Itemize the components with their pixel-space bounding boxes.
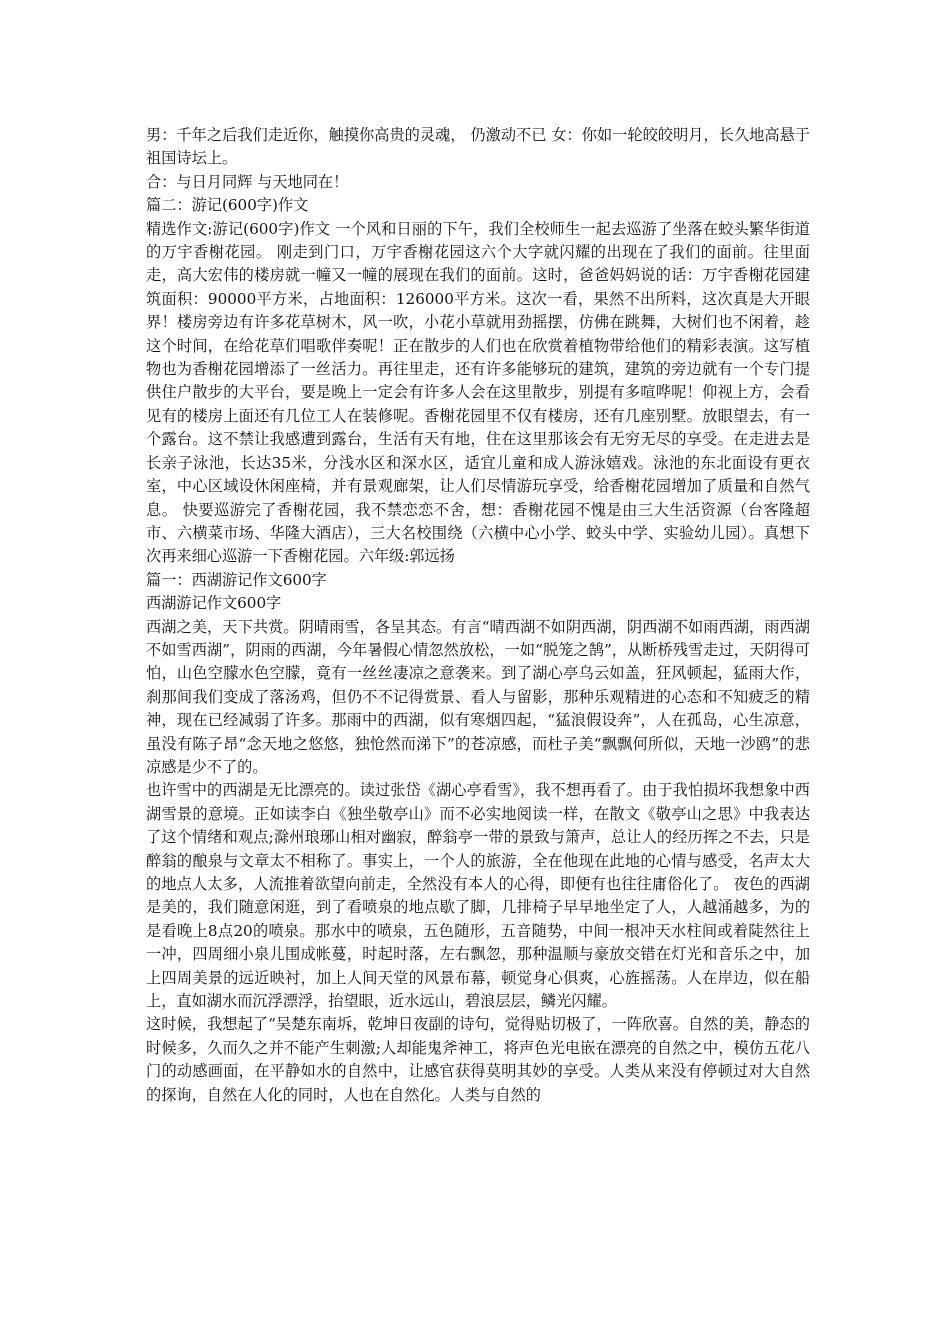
paragraph-dialogue-together: 合：与日月同辉 与天地同在！ <box>146 172 349 191</box>
essay-title-west-lake: 西湖游记作文600字 <box>146 594 282 613</box>
document-body <box>146 124 810 1107</box>
paragraph-travel-essay-garden: 精选作文:游记(600字)作文 一个风和日丽的下午，我们全校师生一起去巡游了坐落在蛟头繁华街道的万宇香榭花园。 刚走到门口，万宇香榭花园这六个大字就闪耀的出现在了我们的面前。往里面走，高大宏伟的楼房就一幢又一幢的展现在我们的面前。这时，爸爸妈妈说的话：万宇香榭花园建筑面积：90000平方米，占地面积：126000平方米。这次一看，果然不出所料，这次真是大开眼界！楼房旁边有许多花草树木，风一吹，小花小草就用劲摇摆，仿佛在跳舞，大树们也不闲着，趁这个时间，在给花草们唱歌伴奏呢！正在散步的人们也在欣赏着植物带给他们的精彩表演。这写植物也为香榭花园增添了一丝活力。再往里走，还有许多能够玩的建筑，建筑的旁边就有一个专门提供住户散步的大平台，要是晚上一定会有许多人会在这里散步，别提有多喧哗呢！仰视上方，会看见有的楼房上面还有几位工人在装修呢。香榭花园里不仅有楼房，还有几座别墅。放眼望去，有一个露台。这不禁让我感遭到露台，生活有天有地，住在这里那该会有无穷无尽的享受。在走进去是长亲子泳池，长达35米，分浅水区和深水区，适宜儿童和成人游泳嬉戏。泳池的东北面设有更衣室，中心区域设休闲座椅，并有景观廊架，让人们尽情游玩享受，给香榭花园增加了质量和自然气息。 快要巡游完了香榭花园，我不禁恋恋不舍，想：香榭花园不愧是由三大生活资源（台客隆超市、六横菜市场、华隆大酒店），三大名校围绕（六横中心小学、蛟头中学、实验幼儿园）。真想下次再来细心巡游一下香榭花园。六年级:郭远扬 <box>146 219 810 566</box>
paragraph-west-lake-snow-night: 也许雪中的西湖是无比漂亮的。读过张岱《湖心亭看雪》，我不想再看了。由于我怕损坏我想象中西湖雪景的意境。正如读李白《独坐敬亭山》而不必实地阅读一样，在散文《敬亭山之思》中我表达了这个情绪和观点;滁州琅琊山相对幽寂，醉翁亭一带的景致与箫声，总让人的经历挥之不去，只是醉翁的酿泉与文章太不相称了。事实上，一个人的旅游，全在他现在此地的心情与感受，名声太大的地点人太多，人流推着欲望向前走，全然没有本人的心得，即便有也往往庸俗化了。 夜色的西湖是美的，我们随意闲逛，到了看喷泉的地点歇了脚，几排椅子早早地坐定了人，人越涌越多，为的是看晚上8点20的喷泉。那水中的喷泉，五色随形，五音随势，中间一根冲天水柱间或着陡然往上一冲，四周细小泉儿围成帐蔓，时起时落，左右飘忽，那种温顺与豪放交错在灯光和音乐之中，加上四周美景的远近映衬，加上人间天堂的风景布幕，顿觉身心俱爽，心旌摇荡。人在岸边，似在船上，直如湖水而沉浮漂浮，抬望眼，近水远山，碧浪层层，鳞光闪耀。 <box>146 781 810 1011</box>
section-heading-part-one: 篇一：西湖游记作文600字 <box>146 570 327 589</box>
paragraph-west-lake-nature: 这时候，我想起了“吴楚东南坼，乾坤日夜副的诗句，觉得贴切极了，一阵欣喜。自然的美，静态的时候多，久而久之并不能产生刺激;人却能鬼斧神工，将声色光电嵌在漂亮的自然之中，模仿五花八门的动感画面，在平静如水的自然中，让感官获得莫明其妙的享受。人类从来没有停顿过对大自然的探询，自然在人化的同时，人也在自然化。人类与自然的 <box>146 1015 810 1104</box>
paragraph-dialogue-male-female: 男：千年之后我们走近你，触摸你高贵的灵魂， 仍激动不已 女：你如一轮皎皎明月，长久地高悬于祖国诗坛上。 <box>146 126 810 168</box>
paragraph-west-lake-rain: 西湖之美，天下共赏。阴晴雨雪，各呈其态。有言“晴西湖不如阴西湖，阴西湖不如雨西湖，雨西湖不如雪西湖”，阴雨的西湖，今年暑假心情忽然放松，一如“脱笼之鹄”，从断桥残雪走过，天阴得可怕，山色空朦水色空朦，竟有一丝丝凄凉之意袭来。到了湖心亭乌云如盖，狂风顿起，猛雨大作，刹那间我们变成了落汤鸡，但仍不不记得赏景、看人与留影，那种乐观精进的心态和不知疲乏的精神，现在已经减弱了许多。那雨中的西湖，似有寒烟四起，“猛浪假设奔”，人在孤岛，心生凉意，虽没有陈子昂“念天地之悠悠，独怆然而涕下”的苍凉感，而杜子美“飘飘何所似，天地一沙鸥”的悲凉感是少不了的。 <box>146 617 810 776</box>
section-heading-part-two: 篇二：游记(600字)作文 <box>146 196 309 215</box>
